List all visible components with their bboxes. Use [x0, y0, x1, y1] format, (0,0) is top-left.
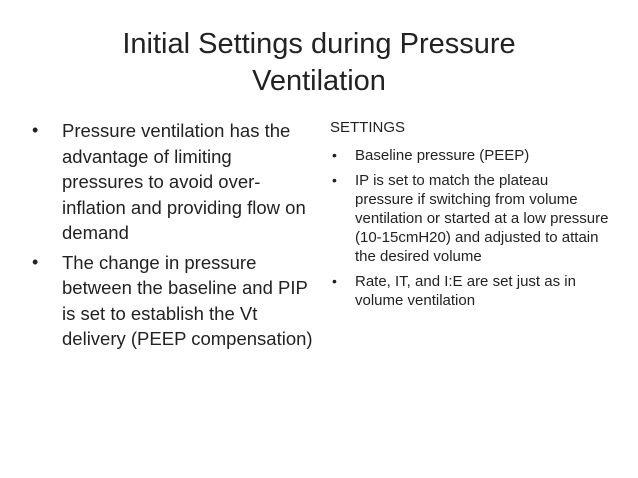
left-bullet-1: [30, 118, 315, 246]
slide-title-line-1: Initial Settings during Pressure: [122, 28, 516, 60]
left-bullet-list: [30, 118, 315, 352]
slide-title: [40, 26, 598, 100]
settings-bullet-1-text: Baseline pressure (PEEP): [355, 147, 530, 164]
left-bullet-2: [30, 250, 315, 352]
bullet-dot-icon: •: [32, 251, 39, 272]
bullet-dot-icon: •: [332, 273, 337, 289]
left-bullet-2-text: The change in pressure between the baseline and PIP is set to establish the Vt delivery (PEEP compensation): [62, 251, 313, 349]
bullet-dot-icon: •: [332, 147, 337, 163]
settings-bullet-3-text: Rate, IT, and I:E are set just as in volume ventilation: [355, 273, 576, 309]
settings-bullet-1: [330, 146, 610, 165]
settings-bullet-2: [330, 171, 610, 266]
bullet-dot-icon: •: [332, 172, 337, 188]
settings-bullet-3: [330, 272, 610, 310]
left-bullet-1-text: Pressure ventilation has the advantage of limiting pressures to avoid over-inflation and providing flow on demand: [62, 120, 306, 243]
slide-title-line-2: Ventilation: [252, 65, 386, 97]
settings-heading: SETTINGS: [330, 119, 406, 136]
right-settings-list: [330, 118, 610, 316]
settings-bullet-2-text: IP is set to match the plateau pressure if switching from volume ventilation or started at a low pressure (10-15cmH20) and adjusted to attain the desired volume: [355, 172, 609, 265]
bullet-dot-icon: •: [32, 120, 39, 140]
